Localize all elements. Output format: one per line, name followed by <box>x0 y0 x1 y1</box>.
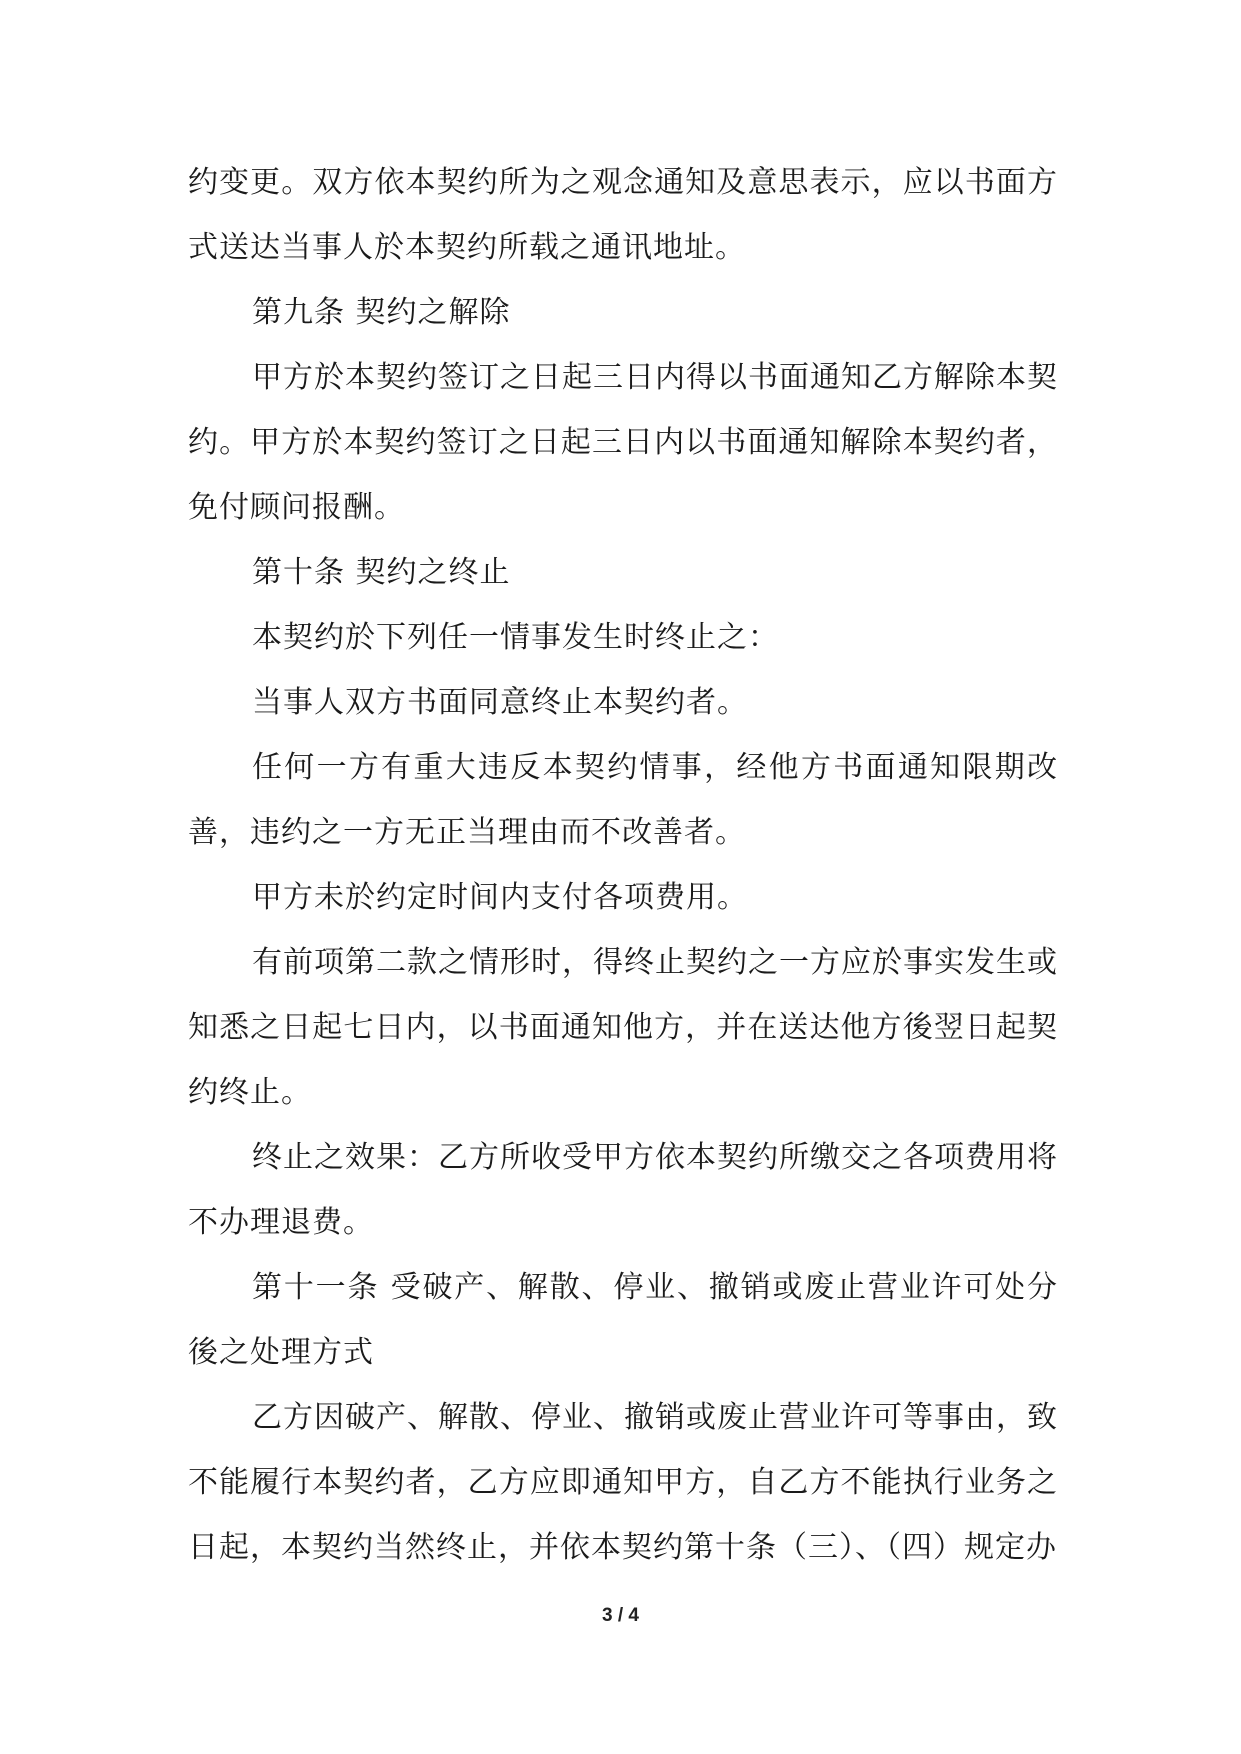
list-item: 当事人双方书面同意终止本契约者。 <box>252 685 748 720</box>
paragraph: 本契约於下列任一情事发生时终止之： <box>252 620 779 655</box>
document-body <box>188 150 1058 1580</box>
list-item: 甲方未於约定时间内支付各项费用。 <box>252 880 748 915</box>
section-heading-article-9: 第九条 契约之解除 <box>252 295 511 330</box>
page-number: 3 / 4 <box>602 1605 639 1626</box>
section-heading-article-11: 第十一条 受破产、解散、停业、撤销或废止营业许可处分後之处理方式 <box>188 1270 1058 1370</box>
paragraph: 有前项第二款之情形时，得终止契约之一方应於事实发生或知悉之日起七日内，以书面通知他方，并在送达他方後翌日起契约终止。 <box>188 945 1058 1110</box>
paragraph: 约变更。双方依本契约所为之观念通知及意思表示，应以书面方式送达当事人於本契约所载之通讯地址。 <box>188 165 1058 265</box>
paragraph: 终止之效果：乙方所收受甲方依本契约所缴交之各项费用将不办理退费。 <box>188 1140 1058 1240</box>
paragraph: 甲方於本契约签订之日起三日内得以书面通知乙方解除本契约。甲方於本契约签订之日起三日内以书面通知解除本契约者，免付顾问报酬。 <box>188 360 1058 525</box>
list-item: 任何一方有重大违反本契约情事，经他方书面通知限期改善，违约之一方无正当理由而不改善者。 <box>188 750 1058 850</box>
section-heading-article-10: 第十条 契约之终止 <box>252 555 511 590</box>
paragraph: 乙方因破产、解散、停业、撤销或废止营业许可等事由，致不能履行本契约者，乙方应即通知甲方，自乙方不能执行业务之日起，本契约当然终止，并依本契约第十条（三）、（四）规定办 <box>188 1400 1058 1565</box>
